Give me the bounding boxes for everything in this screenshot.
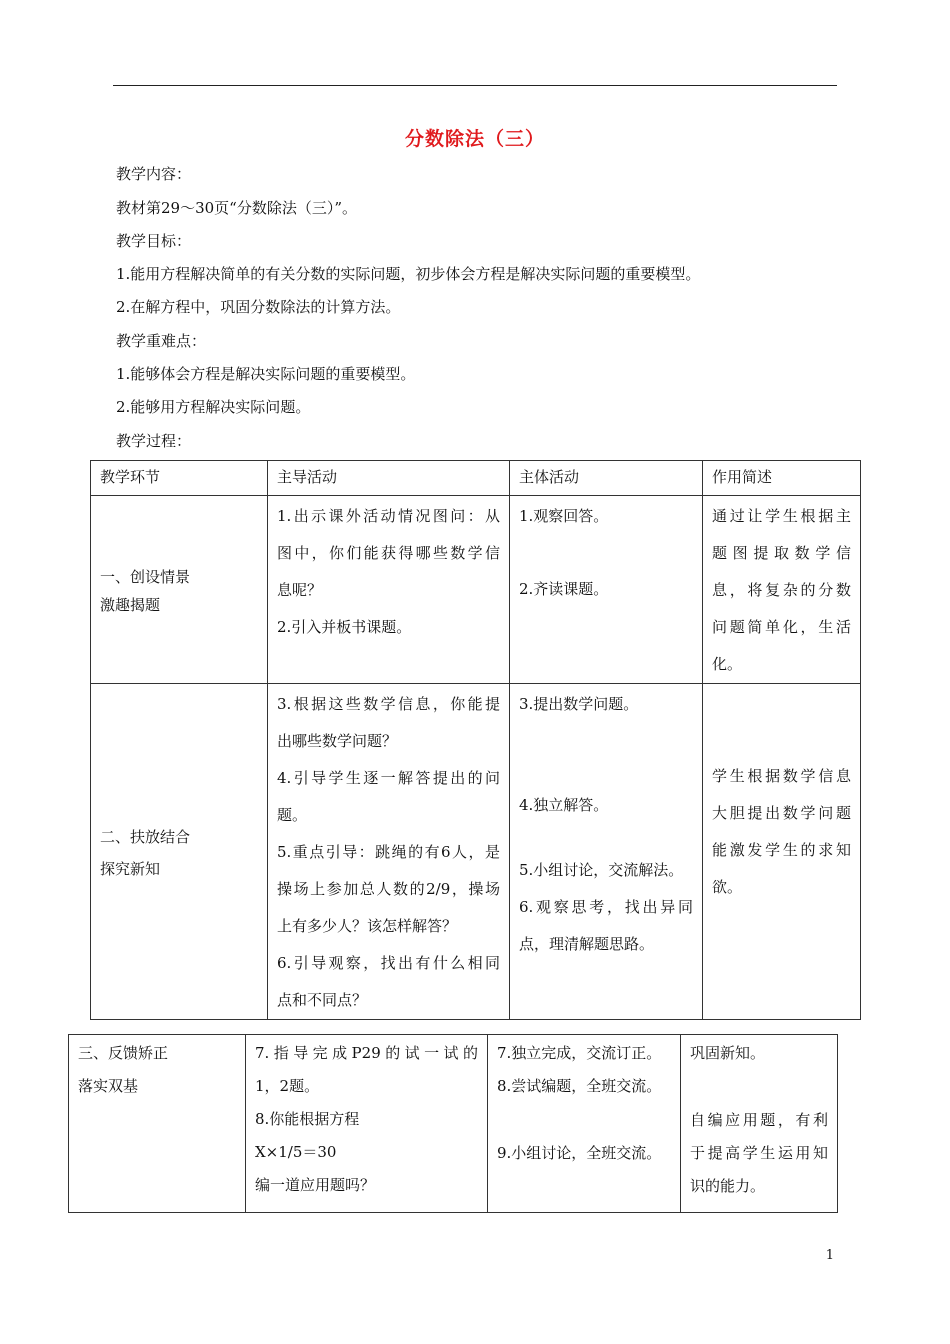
- row2-lead: 3.根据这些数学信息，你能提 出哪些数学问题？ 4.引导学生逐一解答提出的问 题。 5.重点引导：跳绳的有6人，是 操场上参加总人数的2/9，操场 上有多少人？该怎样解答？ 6.引导观察，找出有什么相同 点和不同点？: [268, 684, 510, 1020]
- row2-purpose: 学生根据数学信息 大胆提出数学问题 能激发学生的求知 欲。: [703, 684, 861, 1020]
- section-label-process: 教学过程：: [116, 432, 192, 450]
- goal-2: 2.在解方程中，巩固分数除法的计算方法。: [116, 298, 401, 316]
- row1-student: 1.观察回答。 2.齐读课题。: [510, 496, 703, 684]
- feedback-table: [68, 1034, 838, 1213]
- row1-stage: 一、创设情景 激趣揭题: [91, 496, 268, 684]
- table-row: [91, 684, 861, 1020]
- table-row: [91, 496, 861, 684]
- row3-student: 7.独立完成，交流订正。 8.尝试编题，全班交流。 9.小组讨论，全班交流。: [488, 1035, 681, 1213]
- table-header-row: [91, 461, 861, 496]
- row3-stage: 三、反馈矫正 落实双基: [69, 1035, 246, 1213]
- row3-lead: 7.指导完成P29的试一试的 1，2题。 8.你能根据方程 X×1/5＝30 编一道应用题吗？: [246, 1035, 488, 1213]
- header-lead: 主导活动: [268, 461, 510, 496]
- table-row: [69, 1035, 838, 1213]
- row2-student: 3.提出数学问题。 4.独立解答。 5.小组讨论，交流解法。 6.观察思考，找出异同 点，理清解题思路。: [510, 684, 703, 1020]
- section-label-content: 教学内容：: [116, 165, 192, 183]
- keypoint-2: 2.能够用方程解决实际问题。: [116, 398, 311, 416]
- header-purpose: 作用简述: [703, 461, 861, 496]
- section-label-goals: 教学目标：: [116, 232, 192, 250]
- row1-lead: 1.出示课外活动情况图问：从 图中，你们能获得哪些数学信 息呢？ 2.引入并板书课题。: [268, 496, 510, 684]
- process-table: [90, 460, 861, 1020]
- header-rule: [113, 85, 837, 86]
- goal-1: 1.能用方程解决简单的有关分数的实际问题，初步体会方程是解决实际问题的重要模型。: [116, 265, 701, 283]
- header-student: 主体活动: [510, 461, 703, 496]
- page-number: 1: [825, 1248, 834, 1263]
- section-label-keypoints: 教学重难点：: [116, 332, 207, 350]
- page-title: 分数除法（三）: [404, 128, 545, 150]
- row1-purpose: 通过让学生根据主 题图提取数学信 息，将复杂的分数 问题简单化，生活 化。: [703, 496, 861, 684]
- keypoint-1: 1.能够体会方程是解决实际问题的重要模型。: [116, 365, 416, 383]
- header-stage: 教学环节: [91, 461, 268, 496]
- row2-stage: 二、扶放结合 探究新知: [91, 684, 268, 1020]
- content-text: 教材第29～30页“分数除法（三）”。: [116, 199, 358, 217]
- row3-purpose: 巩固新知。 自编应用题，有利 于提高学生运用知 识的能力。: [681, 1035, 838, 1213]
